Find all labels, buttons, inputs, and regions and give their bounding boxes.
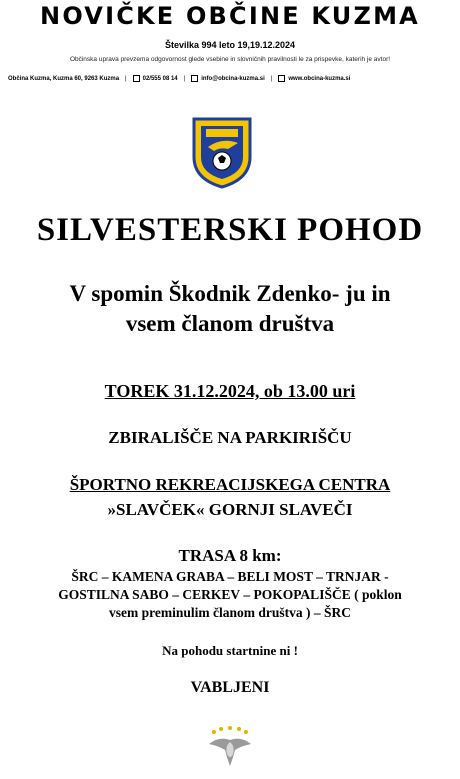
memorial-line: vsem članom društva [125, 311, 335, 336]
no-fee-note: Na pohodu startnine ni ! [162, 643, 298, 658]
sports-center-name: »SLAVČEK« GORNJI SLAVEČI [107, 500, 353, 519]
dove-icon [205, 726, 255, 768]
event-datetime: TOREK 31.12.2024, ob 13.00 uri [104, 381, 356, 401]
route-line: ŠRC – KAMENA GRABA – BELI MOST – TRNJAR - [71, 569, 389, 584]
issue-line: Številka 994 leto 19,19.12.2024 [164, 40, 296, 50]
route-title: TRASA 8 km: [178, 546, 282, 565]
route-description [20, 568, 440, 622]
route-line: GOSTILNA SABO – CERKEV – POKOPALIŠČE ( poklon [58, 587, 402, 602]
email-link[interactable]: info@obcina-kuzma.si [201, 75, 265, 82]
newsletter-masthead: NOVIČKE OBČINE KUZMA [40, 2, 420, 30]
gathering-point: ZBIRALIŠČE NA PARKIRIŠČU [108, 428, 352, 447]
disclaimer: Občinska uprava prevzema odgovornost glede vsebine in slovničnih pravilnosti le za prispevke, katerih je avtor! [69, 56, 391, 63]
separator: | [270, 75, 273, 82]
event-title: SILVESTERSKI POHOD [36, 212, 424, 248]
club-crest-icon [192, 117, 252, 189]
separator: | [183, 75, 186, 82]
phone-text: 02/555 08 14 [142, 75, 178, 82]
web-icon [278, 75, 285, 82]
memorial-dedication [0, 279, 460, 339]
invitation: VABLJENI [190, 679, 270, 696]
address-text: Občina Kuzma, Kuzma 60, 9263 Kuzma [8, 75, 120, 82]
website-link[interactable]: www.obcina-kuzma.si [288, 75, 351, 82]
route-line: vsem preminulim članom društva ) – ŠRC [108, 605, 351, 620]
email-icon [191, 75, 198, 82]
contact-bar [8, 75, 452, 82]
memorial-line: V spomin Škodnik Zdenko- ju in [69, 281, 391, 306]
phone-icon [133, 75, 140, 82]
sports-center-line: ŠPORTNO REKREACIJSKEGA CENTRA [69, 475, 391, 494]
separator: | [125, 75, 127, 82]
